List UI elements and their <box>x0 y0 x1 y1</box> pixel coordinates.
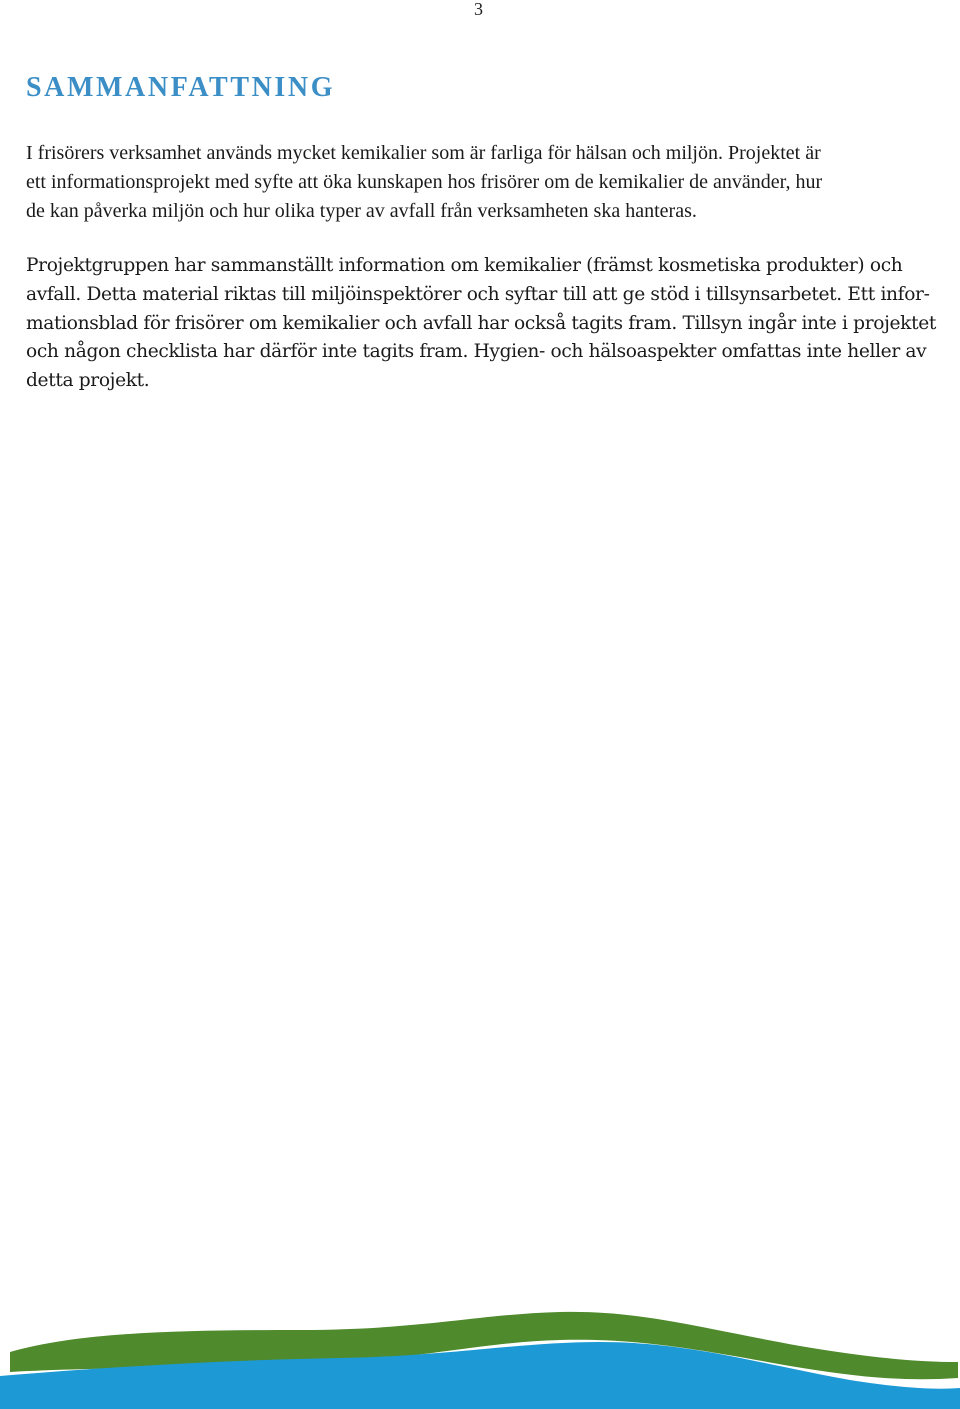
wave-footer-decoration <box>0 1280 960 1409</box>
text-line: de kan påverka miljön och hur olika typer av avfall från verksamheten ska hanteras. <box>26 199 697 222</box>
section-heading: SAMMANFATTNING <box>26 72 336 103</box>
text-line: mationsblad för frisörer om kemikalier och avfall har också tagits fram. Tillsyn ingår inte i projektet <box>26 312 936 334</box>
text-line: Projektgruppen har sammanställt information om kemikalier (främst kosmetiska produkter) och <box>26 255 903 276</box>
text-line: ett informationsprojekt med syfte att öka kunskapen hos frisörer om de kemikalier de använder, hur <box>26 170 823 193</box>
paragraph-intro <box>26 139 926 225</box>
paragraph-project-group <box>26 252 936 396</box>
text-line: avfall. Detta material riktas till miljöinspektörer och syftar till att ge stöd i tillsynsarbetet. Ett infor- <box>26 283 930 305</box>
text-line: och någon checklista har därför inte tagits fram. Hygien- och hälsoaspekter omfattas inte heller av <box>26 341 927 363</box>
page-number: 3 <box>474 0 483 19</box>
text-line: detta projekt. <box>26 370 150 392</box>
text-line: I frisörers verksamhet används mycket kemikalier som är farliga för hälsan och miljön. Projektet är <box>26 142 821 164</box>
